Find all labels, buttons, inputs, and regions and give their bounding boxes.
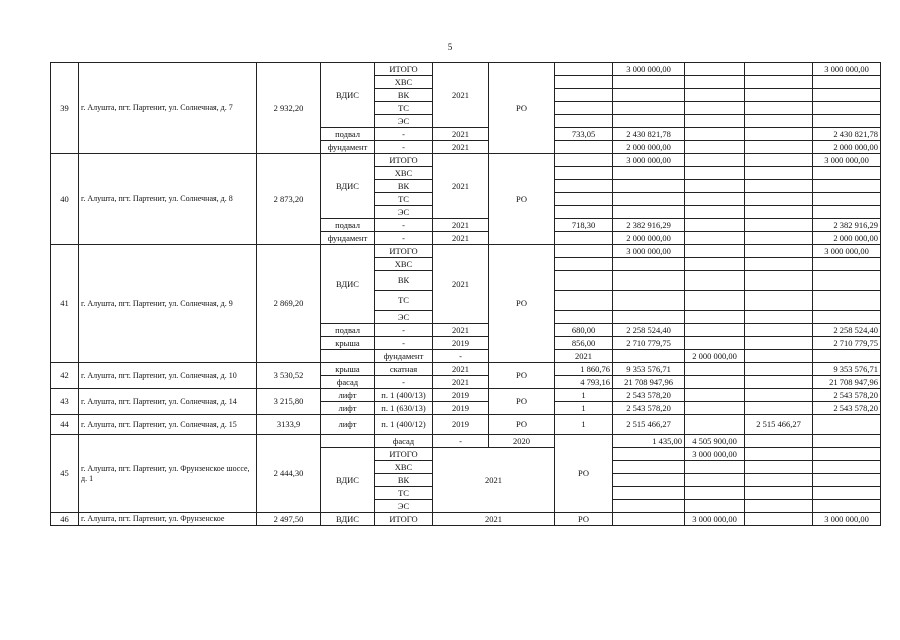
empty-cell [685,102,745,115]
cost-cell [613,193,685,206]
fund-cell [745,206,813,219]
total-cell: 3 000 000,00 [813,513,881,526]
row-number: 39 [51,63,79,154]
empty-cell [745,435,813,448]
type-cell: - [375,337,433,350]
empty-cell [685,232,745,245]
fund-cell: 2 515 466,27 [745,415,813,435]
empty-cell [745,487,813,500]
qty-cell [555,167,613,180]
empty-cell [685,154,745,167]
element-cell: ЭС [375,500,433,513]
period-cell: 2021 [433,63,489,128]
group-cell: ВДИС [321,513,375,526]
cost-cell [613,102,685,115]
cost-cell [613,76,685,89]
total-cell: 3 000 000,00 [813,63,881,76]
fund-cell [745,89,813,102]
qty-cell: 856,00 [555,337,613,350]
cost-cell [613,180,685,193]
qty-cell [555,63,613,76]
group-cell [321,350,375,363]
source-cell: РО [555,513,613,526]
qty-cell [555,245,613,258]
empty-cell [745,500,813,513]
cost-cell [685,487,745,500]
address-cell: г. Алушта, пгт. Партенит, ул. Солнечная, д. 14 [79,389,257,415]
cost-cell: 4 505 900,00 [685,435,745,448]
row-number: 42 [51,363,79,389]
type-cell: п. 1 (400/13) [375,389,433,402]
fund-cell [745,324,813,337]
cost-cell [613,89,685,102]
table-row [51,389,881,402]
empty-cell [685,415,745,435]
row-number: 41 [51,245,79,363]
cost-cell [685,461,745,474]
empty-cell [685,115,745,128]
fund-cell [745,271,813,291]
cost-cell [685,500,745,513]
period-cell: 2021 [433,154,489,219]
fund-cell [745,128,813,141]
type-cell: - [375,232,433,245]
table-row [51,435,881,448]
cost-cell [685,474,745,487]
qty-cell [555,180,613,193]
total-cell [813,115,881,128]
fund-cell [745,376,813,389]
fund-cell [745,258,813,271]
element-cell: лифт [321,389,375,402]
address-cell: г. Алушта, пгт. Партенит, ул. Солнечная, д. 8 [79,154,257,245]
empty-cell [685,389,745,402]
total-cell [813,291,881,311]
page-number: 5 [447,42,453,52]
cost-cell: 3 000 000,00 [613,154,685,167]
element-cell: ЭС [375,115,433,128]
fund-cell [813,435,881,448]
address-cell: г. Алушта, пгт. Партенит, ул. Солнечная, д. 10 [79,363,257,389]
group-cell [321,435,375,448]
total-cell [813,415,881,435]
element-cell: ИТОГО [375,63,433,76]
element-cell: подвал [321,324,375,337]
empty-cell [685,219,745,232]
total-cell [813,167,881,180]
element-cell: крыша [321,337,375,350]
element-cell: ХВС [375,258,433,271]
cost-cell [613,206,685,219]
fund-cell [745,219,813,232]
cost-cell [613,311,685,324]
cost-cell: 3 000 000,00 [685,513,745,526]
qty-cell [613,474,685,487]
empty-cell [685,63,745,76]
empty-cell [685,376,745,389]
year-cell: 2021 [433,128,489,141]
cost-cell: 2 000 000,00 [613,141,685,154]
type-cell: скатная [375,363,433,376]
year-cell: 2021 [433,141,489,154]
row-number: 40 [51,154,79,245]
fund-cell [745,63,813,76]
repair-program-table [50,62,881,526]
empty-cell [745,350,813,363]
element-cell: ИТОГО [375,513,433,526]
table-row [51,513,881,526]
fund-cell [745,337,813,350]
total-cell: 2 382 916,29 [813,219,881,232]
total-cell: 2 258 524,40 [813,324,881,337]
fund-cell [745,154,813,167]
type-cell: - [433,435,489,448]
qty-cell [555,102,613,115]
fund-cell [745,76,813,89]
qty-cell [555,76,613,89]
empty-cell [685,311,745,324]
total-cell [813,102,881,115]
total-cell: 2 710 779,75 [813,337,881,350]
element-cell: ТС [375,291,433,311]
qty-cell [555,271,613,291]
total-cell: 9 353 576,71 [813,363,881,376]
cost-cell: 21 708 947,96 [613,376,685,389]
element-cell: ИТОГО [375,245,433,258]
element-cell: ИТОГО [375,154,433,167]
address-cell: г. Алушта, пгт. Партенит, ул. Фрунзенское [79,513,257,526]
total-cell [813,206,881,219]
type-cell: - [375,128,433,141]
table-row [51,63,881,76]
type-cell: - [375,141,433,154]
empty-cell [685,206,745,219]
qty-cell [613,500,685,513]
empty-cell [685,167,745,180]
cost-cell: 3 000 000,00 [613,63,685,76]
qty-cell [555,154,613,167]
fund-cell [745,402,813,415]
year-cell: 2019 [433,337,489,350]
area-cell: 3 215,80 [257,389,321,415]
cost-cell: 2 710 779,75 [613,337,685,350]
total-cell [813,89,881,102]
empty-cell [685,76,745,89]
type-cell: п. 1 (630/13) [375,402,433,415]
empty-cell [685,271,745,291]
qty-cell: 1 [555,415,613,435]
element-cell: лифт [321,415,375,435]
qty-cell [555,206,613,219]
total-cell: 2 543 578,20 [813,402,881,415]
area-cell: 2 873,20 [257,154,321,245]
total-cell: 21 708 947,96 [813,376,881,389]
group-cell: ВДИС [321,448,375,513]
qty-cell [555,89,613,102]
year-cell: 2021 [433,324,489,337]
element-cell: ТС [375,193,433,206]
cost-cell [613,271,685,291]
cost-cell [613,291,685,311]
element-cell: фасад [375,435,433,448]
cost-cell: 2 430 821,78 [613,128,685,141]
cost-cell: 2 258 524,40 [613,324,685,337]
type-cell: - [375,376,433,389]
area-cell: 2 932,20 [257,63,321,154]
fund-cell [813,461,881,474]
element-cell: ВК [375,474,433,487]
qty-cell [555,311,613,324]
qty-cell: 4 793,16 [555,376,613,389]
area-cell: 2 869,20 [257,245,321,363]
total-cell: 2 000 000,00 [813,232,881,245]
period-cell: 2021 [433,448,555,513]
area-cell: 2 444,30 [257,435,321,513]
qty-cell [555,193,613,206]
table-row [51,154,881,167]
element-cell: ТС [375,487,433,500]
year-cell: 2020 [489,435,555,448]
fund-cell [745,193,813,206]
cost-cell: 2 000 000,00 [685,350,745,363]
cost-cell [613,258,685,271]
element-cell: подвал [321,219,375,232]
cost-cell [613,115,685,128]
fund-cell [745,115,813,128]
year-cell: 2021 [433,219,489,232]
table-row [51,415,881,435]
element-cell: крыша [321,363,375,376]
address-cell: г. Алушта, пгт. Партенит, ул. Солнечная, д. 9 [79,245,257,363]
fund-cell [745,102,813,115]
qty-cell [613,448,685,461]
qty-cell [555,258,613,271]
fund-cell [813,500,881,513]
element-cell: ЭС [375,311,433,324]
total-cell: 2 430 821,78 [813,128,881,141]
address-cell: г. Алушта, пгт. Партенит, ул. Солнечная, д. 15 [79,415,257,435]
cost-cell [613,167,685,180]
element-cell: подвал [321,128,375,141]
empty-cell [685,128,745,141]
element-cell: ХВС [375,76,433,89]
type-cell: - [375,219,433,232]
row-number: 45 [51,435,79,513]
empty-cell [685,337,745,350]
element-cell: ХВС [375,167,433,180]
total-cell [813,180,881,193]
source-cell: РО [489,63,555,154]
qty-cell [613,461,685,474]
total-cell [813,258,881,271]
cost-cell: 2 382 916,29 [613,219,685,232]
type-cell: - [433,350,489,363]
cost-cell: 3 000 000,00 [613,245,685,258]
year-cell: 2021 [433,376,489,389]
total-cell: 3 000 000,00 [813,154,881,167]
element-cell: ВК [375,271,433,291]
empty-cell [685,402,745,415]
area-cell: 3 530,52 [257,363,321,389]
total-cell: 3 000 000,00 [813,245,881,258]
element-cell: фундамент [321,141,375,154]
year-cell: 2021 [433,513,555,526]
qty-cell [555,232,613,245]
cost-cell: 2 515 466,27 [613,415,685,435]
source-cell: РО [489,389,555,415]
element-cell: ЭС [375,206,433,219]
area-cell: 3133,9 [257,415,321,435]
group-cell: ВДИС [321,63,375,128]
source-cell: РО [489,245,555,363]
qty-cell [613,513,685,526]
empty-cell [685,363,745,376]
fund-cell [745,291,813,311]
fund-cell [745,245,813,258]
empty-cell [745,474,813,487]
cost-cell: 2 543 578,20 [613,402,685,415]
fund-cell [745,167,813,180]
total-cell [813,76,881,89]
qty-cell [613,487,685,500]
element-cell: ХВС [375,461,433,474]
source-cell: РО [489,415,555,435]
qty-cell: 733,05 [555,128,613,141]
empty-cell [685,291,745,311]
cost-cell: 2 000 000,00 [613,232,685,245]
fund-cell [745,180,813,193]
address-cell: г. Алушта, пгт. Партенит, ул. Солнечная, д. 7 [79,63,257,154]
group-cell: ВДИС [321,245,375,324]
element-cell: фасад [321,376,375,389]
fund-cell [745,232,813,245]
qty-cell: 1 [555,402,613,415]
empty-cell [685,89,745,102]
empty-cell [745,513,813,526]
source-cell: РО [489,363,555,389]
fund-cell [745,363,813,376]
table-row [51,245,881,258]
table-row [51,363,881,376]
fund-cell [745,141,813,154]
qty-cell [555,291,613,311]
element-cell: фундамент [321,232,375,245]
year-cell: 2019 [433,402,489,415]
empty-cell [685,324,745,337]
fund-cell [745,311,813,324]
element-cell: лифт [321,402,375,415]
group-cell: ВДИС [321,154,375,219]
fund-cell [745,389,813,402]
row-number: 43 [51,389,79,415]
row-number: 46 [51,513,79,526]
cost-cell: 9 353 576,71 [613,363,685,376]
qty-cell: 1 435,00 [613,435,685,448]
empty-cell [685,245,745,258]
year-cell: 2019 [433,389,489,402]
fund-cell [813,474,881,487]
element-cell: ТС [375,102,433,115]
element-cell: ВК [375,180,433,193]
empty-cell [685,180,745,193]
element-cell: фундамент [375,350,433,363]
total-cell [813,311,881,324]
qty-cell [613,350,685,363]
year-cell: 2019 [433,415,489,435]
year-cell: 2021 [433,232,489,245]
area-cell: 2 497,50 [257,513,321,526]
qty-cell: 1 [555,389,613,402]
element-cell: ИТОГО [375,448,433,461]
period-cell: 2021 [433,245,489,324]
row-number: 44 [51,415,79,435]
total-cell [813,271,881,291]
repair-program-sheet [50,62,880,526]
empty-cell [685,141,745,154]
type-cell: п. 1 (400/12) [375,415,433,435]
total-cell: 2 543 578,20 [813,389,881,402]
qty-cell [555,115,613,128]
fund-cell [813,350,881,363]
source-cell: РО [555,435,613,513]
cost-cell: 2 543 578,20 [613,389,685,402]
fund-cell [813,487,881,500]
address-cell: г. Алушта, пгт. Партенит, ул. Фрунзенское шоссе, д. 1 [79,435,257,513]
year-cell: 2021 [555,350,613,363]
empty-cell [745,448,813,461]
cost-cell: 3 000 000,00 [685,448,745,461]
year-cell: 2021 [433,363,489,376]
qty-cell [555,141,613,154]
empty-cell [685,258,745,271]
qty-cell: 718,30 [555,219,613,232]
total-cell [813,193,881,206]
source-cell: РО [489,154,555,245]
total-cell: 2 000 000,00 [813,141,881,154]
empty-cell [685,193,745,206]
type-cell: - [375,324,433,337]
qty-cell: 1 860,76 [555,363,613,376]
qty-cell: 680,00 [555,324,613,337]
element-cell: ВК [375,89,433,102]
empty-cell [745,461,813,474]
fund-cell [813,448,881,461]
